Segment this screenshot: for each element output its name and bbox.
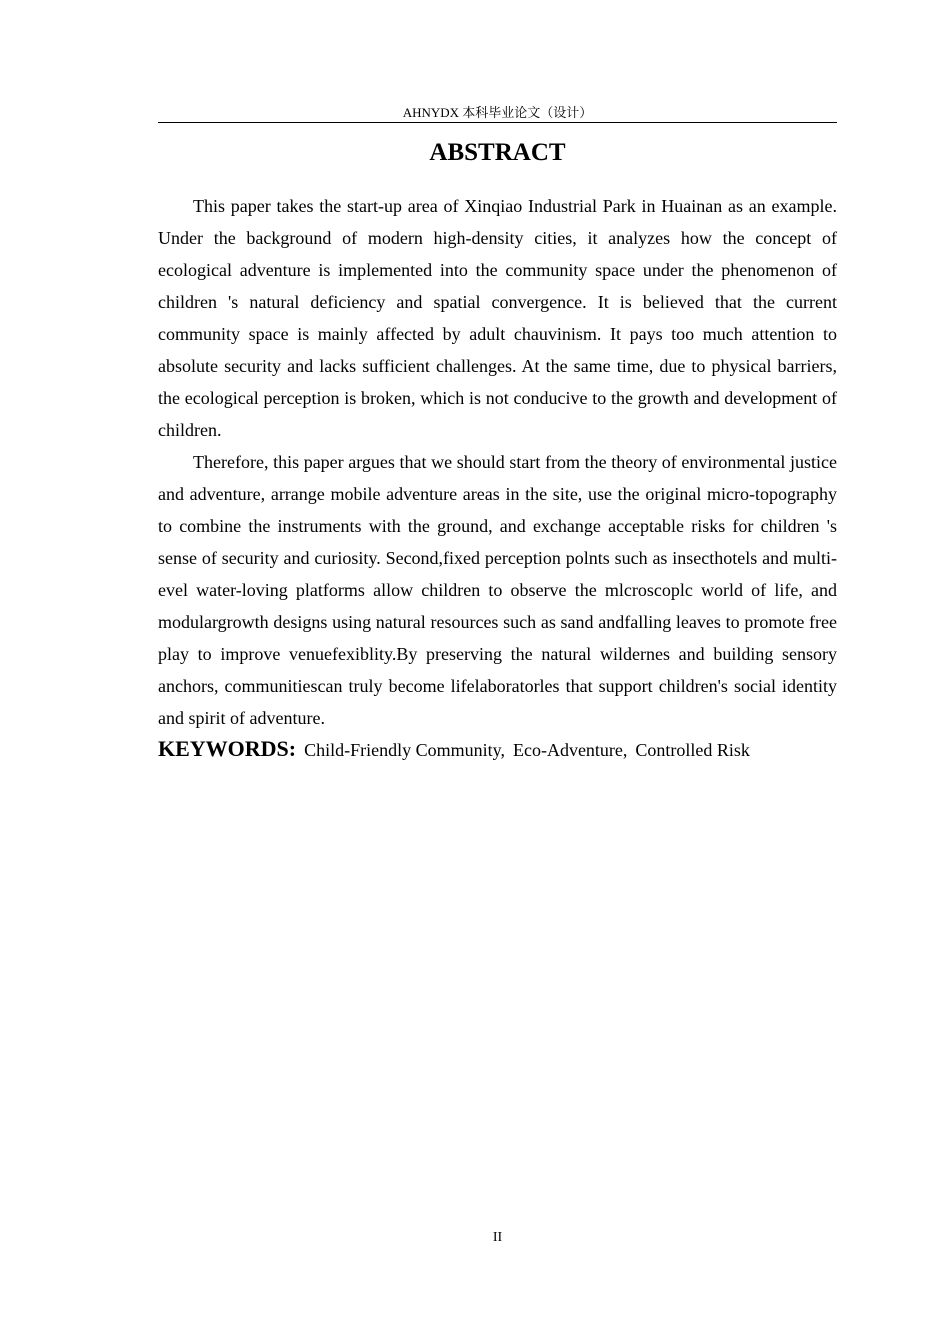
page-number: II <box>492 1230 503 1245</box>
keyword-item: Child-Friendly Community, <box>304 740 505 760</box>
abstract-paragraph-2: Therefore, this paper argues that we should start from the theory of environmental justice and adventure, arrange mobile adventure areas in the site, use the original micro-topography to combine the instruments with the ground, and exchange acceptable risks for children 's sense of security and curiosity. Second,fixed perception polnts such as insecthotels and multi-evel water-loving platforms allow children to observe the mlcroscoplc world of life, and modulargrowth designs using natural resources such as sand andfalling leaves to promote free play to improve venuefexiblity.By preserving the natural wildernes and building sensory anchors, communitiescan truly become lifelaboratorles that support children's social identity and spirit of adventure. <box>158 452 837 728</box>
keywords-label: KEYWORDS: <box>158 736 297 761</box>
header-rule <box>158 122 837 123</box>
abstract-paragraph-1: This paper takes the start-up area of Xinqiao Industrial Park in Huainan as an example. Under the background of modern high-density cities, it analyzes how the concept of ecological adventure is implemented into the community space under the phenomenon of children 's natural deficiency and spatial convergence. It is believed that the current community space is mainly affected by adult chauvinism. It pays too much attention to absolute security and lacks sufficient challenges. At the same time, due to physical barriers, the ecological perception is broken, which is not conducive to the growth and development of children. <box>158 196 837 440</box>
keyword-item: Controlled Risk <box>635 740 750 760</box>
keyword-item: Eco-Adventure, <box>512 740 628 760</box>
keywords-line <box>158 733 837 766</box>
abstract-body <box>158 190 837 734</box>
abstract-title: ABSTRACT <box>429 139 566 166</box>
running-header: AHNYDX 本科毕业论文（设计） <box>402 105 593 120</box>
